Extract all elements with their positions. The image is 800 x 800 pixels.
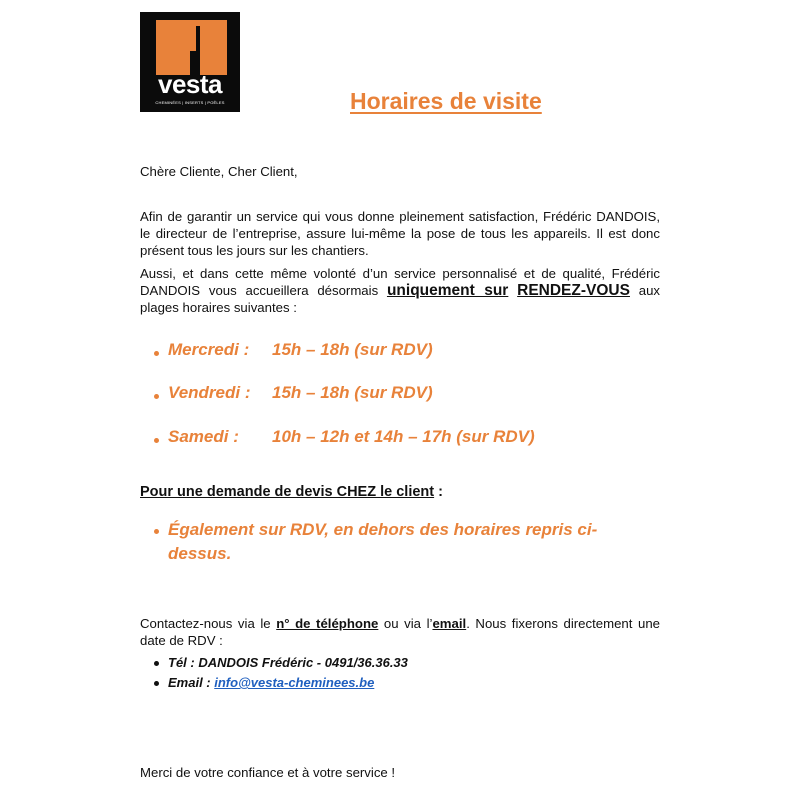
quote-request-text: Également sur RDV, en dehors des horaires repris ci-dessus.	[168, 520, 598, 563]
greeting: Chère Cliente, Cher Client,	[140, 164, 298, 179]
schedule-hours: 15h – 18h (sur RDV)	[272, 383, 433, 402]
schedule-day: Samedi :	[168, 427, 239, 446]
phone-label: n° de téléphone	[276, 616, 379, 631]
intro-paragraph: Afin de garantir un service qui vous donne pleinement satisfaction, Frédéric DANDOIS, le directeur de l’entreprise, assure lui-même la pose de tous les appareils. Il est donc présent tous les jours sur les chantiers.	[140, 209, 660, 258]
schedule-hours: 15h – 18h (sur RDV)	[272, 340, 433, 359]
bullet-dot-icon	[154, 529, 159, 534]
phone-line: Tél : DANDOIS Frédéric - 0491/36.36.33	[168, 655, 408, 670]
schedule-hours: 10h – 12h et 14h – 17h (sur RDV)	[272, 427, 535, 446]
schedule-day: Mercredi :	[168, 340, 250, 359]
contact-text-1: Contactez-nous via le	[140, 616, 277, 631]
logo-tagline: CHEMINÉES | INSERTS | POÊLES	[155, 100, 225, 105]
contact-paragraph	[140, 615, 660, 649]
closing-line: Merci de votre confiance et à votre service !	[140, 765, 396, 780]
contact-text-2: ou via l’	[378, 616, 433, 631]
contact-text-3: . Nous fixerons directement une date de RDV :	[140, 616, 660, 648]
quote-request-heading-suffix: :	[434, 484, 443, 500]
quote-request-heading	[140, 484, 443, 500]
appointment-text-end: aux plages horaires suivantes :	[140, 283, 661, 315]
bullet-dot-icon	[154, 681, 159, 686]
emphasis-uniquement: uniquement sur	[386, 282, 509, 299]
vesta-logo	[140, 12, 240, 112]
appointment-paragraph	[140, 265, 660, 316]
bullet-dot-icon	[154, 394, 159, 399]
email-link[interactable]: info@vesta-cheminees.be	[214, 675, 375, 690]
schedule-day: Vendredi :	[168, 383, 251, 402]
email-prefix: Email :	[168, 675, 215, 690]
logo-brand: vesta	[158, 69, 222, 99]
quote-request-heading-text: Pour une demande de devis CHEZ le client	[140, 484, 435, 500]
emphasis-rendez-vous: RENDEZ-VOUS	[517, 282, 630, 299]
bullet-dot-icon	[154, 351, 159, 356]
page-title: Horaires de visite	[350, 88, 542, 114]
email-label: email	[432, 616, 467, 631]
quote-request-item	[154, 518, 644, 566]
appointment-text-start: Aussi, et dans cette même volonté d’un service personnalisé et de qualité, Frédéric DANDOIS vous accueillera désormais	[140, 266, 660, 298]
bullet-dot-icon	[154, 661, 159, 666]
fireplace-wall-graphic	[156, 20, 227, 75]
bullet-dot-icon	[154, 438, 159, 443]
